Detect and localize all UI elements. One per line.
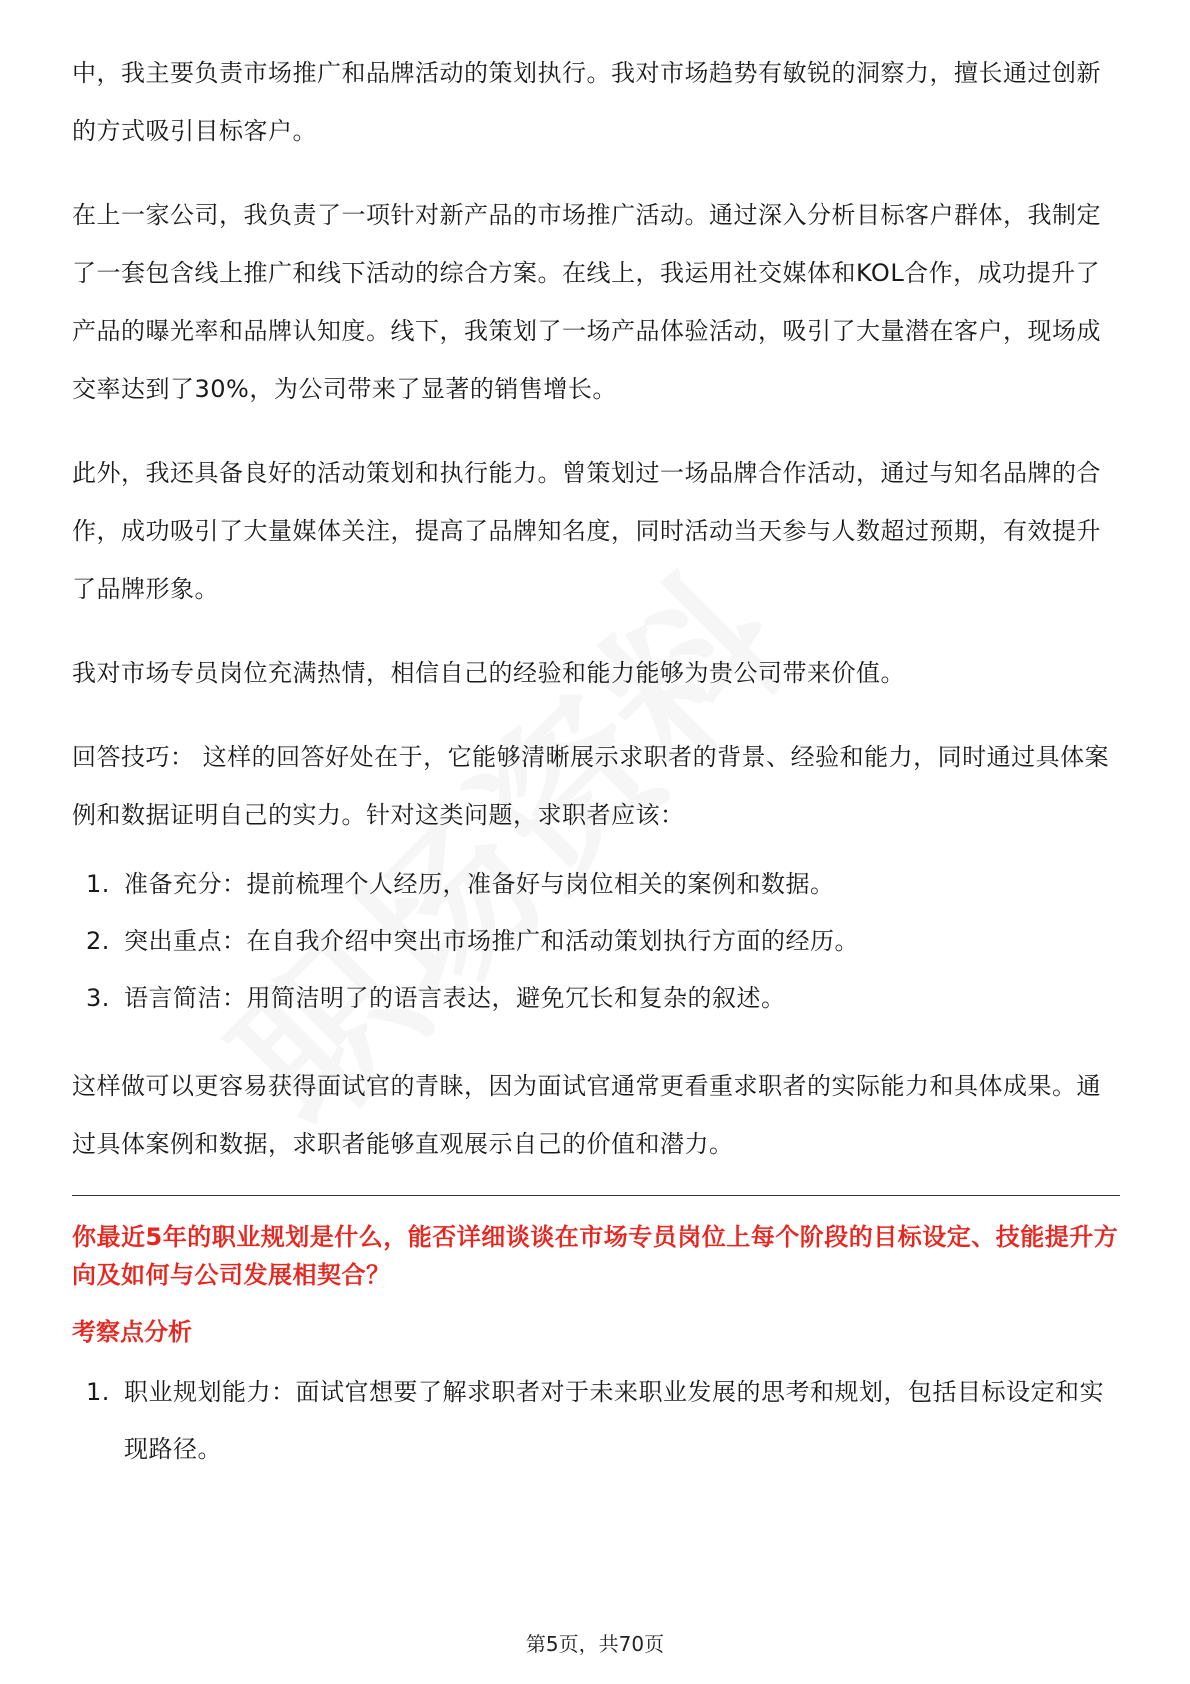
list-item	[72, 856, 1120, 913]
page-number: 第5页，共70页	[525, 1632, 665, 1656]
list-number: 2.	[86, 927, 110, 955]
list-number: 3.	[86, 984, 110, 1012]
list-text: 职业规划能力：面试官想要了解求职者对于未来职业发展的思考和规划，包括目标设定和实现路径。	[124, 1378, 1104, 1463]
answer-tips-intro: 回答技巧： 这样的回答好处在于，它能够清晰展示求职者的背景、经验和能力，同时通过具体案例和数据证明自己的实力。针对这类问题，求职者应该：	[72, 743, 1110, 829]
list-text: 语言简洁：用简洁明了的语言表达，避免冗长和复杂的叙述。	[124, 984, 786, 1012]
closing-paragraph: 这样做可以更容易获得面试官的青睐，因为面试官通常更看重求职者的实际能力和具体成果。通过具体案例和数据，求职者能够直观展示自己的价值和潜力。	[72, 1072, 1101, 1158]
section-title: 考察点分析	[72, 1318, 192, 1346]
paragraph: 我对市场专员岗位充满热情，相信自己的经验和能力能够为贵公司带来价值。	[72, 659, 905, 687]
paragraph: 在上一家公司，我负责了一项针对新产品的市场推广活动。通过深入分析目标客户群体，我制定了一套包含线上推广和线下活动的综合方案。在线上，我运用社交媒体和KOL合作，成功提升了产品的曝光率和品牌认知度。线下，我策划了一场产品体验活动，吸引了大量潜在客户，现场成交率达到了30%，为公司带来了显著的销售增长。	[72, 201, 1101, 403]
list-text: 突出重点：在自我介绍中突出市场推广和活动策划执行方面的经历。	[124, 927, 859, 955]
tips-list	[72, 856, 1120, 1027]
list-item	[72, 1364, 1120, 1478]
analysis-list	[72, 1364, 1120, 1478]
list-number: 1.	[86, 870, 110, 898]
interview-question: 你最近5年的职业规划是什么，能否详细谈谈在市场专员岗位上每个阶段的目标设定、技能提升方向及如何与公司发展相契合？	[72, 1223, 1119, 1289]
section-divider	[72, 1195, 1120, 1196]
list-text: 准备充分：提前梳理个人经历，准备好与岗位相关的案例和数据。	[124, 870, 835, 898]
page-content	[72, 44, 1120, 1508]
paragraph: 中，我主要负责市场推广和品牌活动的策划执行。我对市场趋势有敏锐的洞察力，擅长通过创新的方式吸引目标客户。	[72, 59, 1101, 145]
list-item	[72, 913, 1120, 970]
paragraph: 此外，我还具备良好的活动策划和执行能力。曾策划过一场品牌合作活动，通过与知名品牌的合作，成功吸引了大量媒体关注，提高了品牌知名度，同时活动当天参与人数超过预期，有效提升了品牌形象。	[72, 459, 1101, 603]
list-number: 1.	[86, 1378, 110, 1406]
list-item	[72, 970, 1120, 1027]
